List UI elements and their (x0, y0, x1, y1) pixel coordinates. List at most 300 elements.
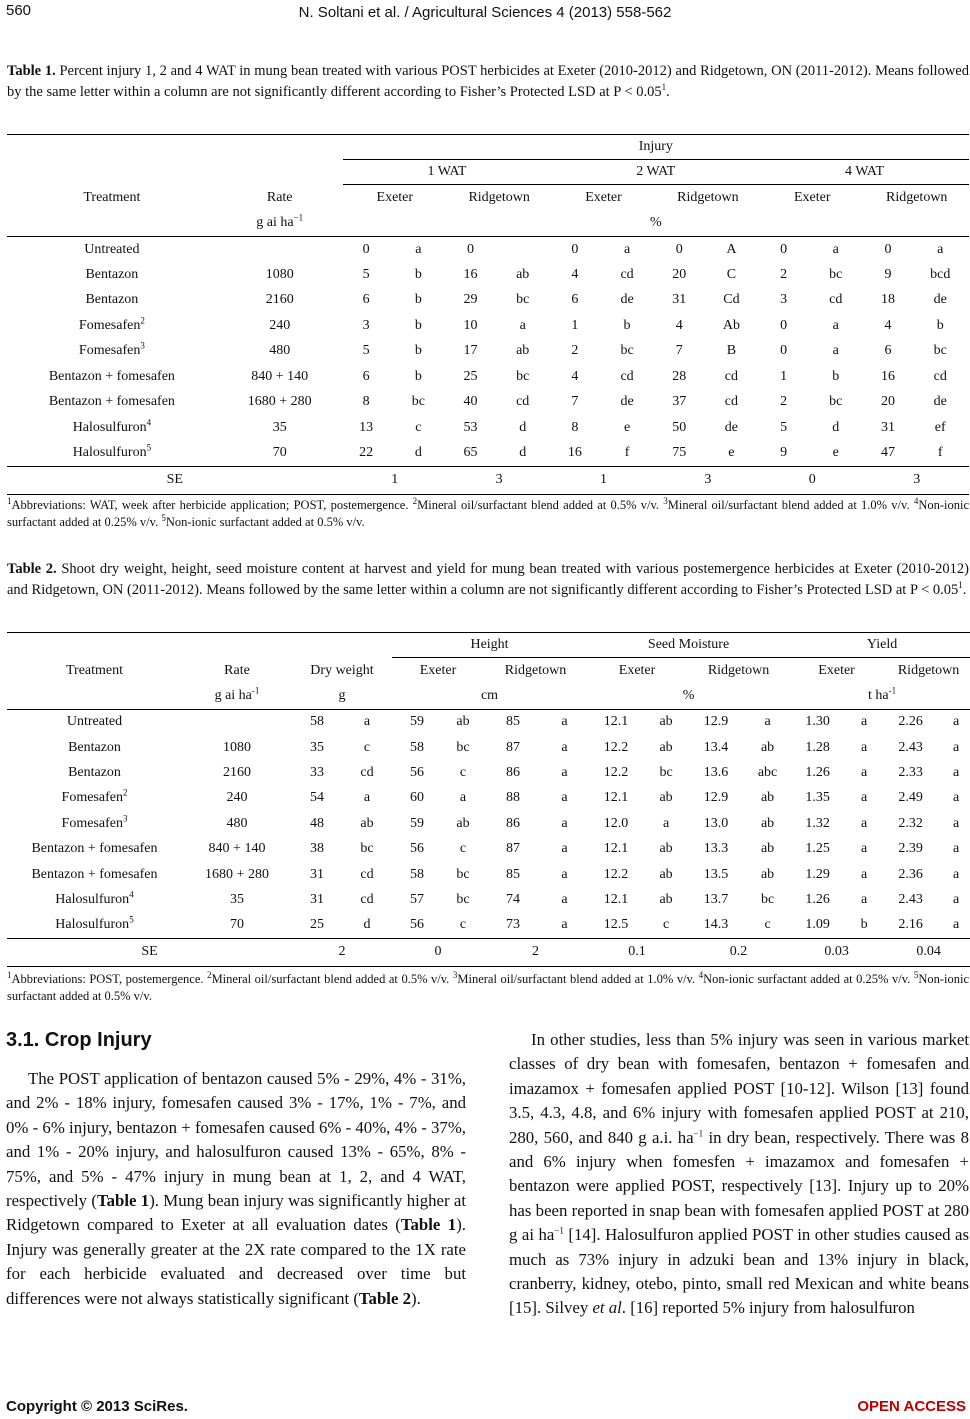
treatment-name: Halosulfuron (55, 917, 130, 933)
letter-cell: a (363, 714, 371, 730)
value-cell: 56 (410, 917, 424, 933)
value-cell: 57 (410, 891, 424, 907)
table1-site-header: Exeter (793, 189, 831, 205)
value-cell: 1.26 (805, 891, 830, 907)
letter-cell: a (459, 790, 467, 806)
table2-units-yield: t $ha^{-1}$ (790, 684, 970, 710)
table2-units-rate: g ai $ha^{-1}$ (182, 684, 292, 710)
table1-caption-label: Table 1. (7, 63, 56, 79)
table-row (7, 313, 969, 339)
letter-cell: Cd (723, 292, 740, 308)
value-cell: 0 (780, 241, 788, 257)
letter-cell: cd (620, 368, 634, 384)
value-cell: 12.1 (603, 891, 629, 907)
value-cell: 13.4 (703, 739, 729, 755)
table1-body (7, 237, 969, 467)
value-cell: 6 (571, 292, 579, 308)
table2-site-header: Exeter (618, 662, 656, 678)
table1-se-value: 0 (760, 466, 864, 494)
value-cell: 13.3 (703, 841, 729, 857)
rate-cell: 1680 + 280 (205, 866, 269, 882)
value-cell: 2.43 (898, 739, 923, 755)
table1-site-header: Ridgetown (677, 189, 739, 205)
letter-cell: ab (360, 815, 374, 831)
treatment-footnote-mark: 4 (129, 889, 134, 900)
letter-cell: cd (620, 266, 634, 282)
footnote-mark: 3 (663, 495, 668, 506)
table-reference: Table 2 (358, 1288, 411, 1308)
rate-cell: 240 (269, 317, 291, 333)
table1-time-header: 1 WAT (343, 160, 552, 185)
letter-cell: a (952, 790, 960, 806)
value-cell: 1.26 (805, 764, 830, 780)
table2-body (7, 710, 970, 939)
value-cell: 2.32 (898, 815, 923, 831)
letter-cell: bc (620, 343, 634, 359)
table-row (7, 760, 970, 785)
letter-cell: a (952, 866, 960, 882)
rate-cell: 480 (269, 343, 291, 359)
value-cell: 0 (675, 241, 683, 257)
value-cell: 5 (362, 343, 370, 359)
treatment-cell (7, 811, 182, 836)
value-cell: 29 (463, 292, 478, 308)
table-reference: Table 1 (96, 1191, 150, 1211)
letter-cell: a (860, 790, 868, 806)
table2-se-value: 0.04 (883, 938, 970, 966)
letter-cell: ab (659, 790, 673, 806)
table2-footnote (7, 971, 969, 1004)
value-cell: 12.2 (603, 764, 629, 780)
value-cell: 12.9 (703, 714, 729, 730)
treatment-cell (7, 288, 217, 314)
value-cell: 1 (780, 368, 788, 384)
letter-cell: a (952, 764, 960, 780)
value-cell: 85 (506, 714, 520, 730)
letter-cell: a (561, 891, 568, 907)
value-cell: 13.5 (703, 866, 729, 882)
table2-units-moisture: % (587, 684, 790, 710)
value-cell: 75 (672, 445, 687, 460)
table1-se-value: 1 (343, 466, 447, 494)
table2-se-value: 0.03 (790, 938, 883, 966)
table2-se-value: 0.1 (587, 938, 687, 966)
letter-cell: abc (757, 764, 778, 780)
letter-cell: cd (360, 764, 374, 780)
treatment-footnote-mark: 5 (129, 914, 134, 925)
table1-caption (7, 61, 969, 102)
table1-site-header: Exeter (585, 189, 622, 205)
letter-cell: a (561, 790, 568, 806)
right-column-paragraph (509, 1028, 969, 1321)
body-text: ). (410, 1288, 421, 1308)
value-cell: 13.6 (703, 764, 729, 780)
table2 (7, 632, 970, 967)
value-cell: 6 (362, 368, 370, 384)
value-cell: 40 (463, 394, 478, 410)
value-cell: 8 (571, 419, 579, 435)
treatment-cell (7, 364, 217, 390)
letter-cell: ab (760, 841, 775, 857)
letter-cell: bc (456, 891, 470, 907)
table1-time-header: 2 WAT (551, 160, 760, 185)
letter-cell: ab (456, 815, 470, 831)
value-cell: 12.9 (703, 790, 729, 806)
treatment-name: Halosulfuron (55, 891, 130, 907)
table1-se-label: SE (7, 466, 343, 494)
value-cell: 9 (780, 445, 788, 460)
value-cell: 1 (571, 317, 579, 333)
letter-cell: a (860, 891, 868, 907)
letter-cell: d (519, 419, 527, 435)
table-row (7, 913, 970, 938)
letter-cell: A (726, 241, 737, 257)
footnote-text: Abbreviations: POST, postemergence. (11, 972, 208, 986)
letter-cell: a (363, 790, 371, 806)
footnote-mark: 5 (913, 969, 919, 980)
value-cell: 13.0 (703, 815, 729, 831)
treatment-cell (7, 441, 217, 467)
table1-col-rate: Rate (266, 189, 293, 205)
table1-site-header: Ridgetown (468, 189, 530, 205)
treatment-cell (7, 415, 217, 441)
copyright: Copyright © 2013 SciRes. (6, 1398, 188, 1415)
value-cell: 1.29 (805, 866, 830, 882)
letter-cell: de (620, 292, 634, 308)
table2-group-header: Height (392, 633, 587, 658)
body-text: ). Injury was generally greater at the 2X rate compared to the 1X rate for each herbicide evaluated and decreased over time but differences were not always statistically significant ( (6, 1215, 466, 1308)
body-text: [14]. Halosulfuron applied POST in other studies caused as much as 73% injury in adzuki bean and 13% injury in black, cranberry, kidney, otebo, pinto, small red Mexican and white beans [15]. Silvey (509, 1225, 970, 1318)
letter-cell: ab (659, 739, 673, 755)
value-cell: 37 (672, 394, 687, 410)
table1-se-value: 3 (656, 466, 760, 494)
table-row (7, 862, 970, 887)
letter-cell: cd (829, 292, 843, 308)
table2-group-header: Seed Moisture (587, 633, 790, 658)
value-cell: 65 (463, 445, 478, 460)
table1-units-value: % (343, 211, 969, 237)
value-cell: 3 (362, 317, 370, 333)
footnote-mark: 4 (913, 495, 919, 506)
treatment-name: Untreated (66, 714, 123, 730)
value-cell: 13 (359, 419, 374, 435)
value-cell: 2.36 (898, 866, 923, 882)
treatment-name: Fomesafen (78, 343, 141, 359)
footnote-text: Non-ionic surfactant added at 0.5% v/v. (7, 972, 970, 1003)
table2-se-value: 2 (484, 938, 587, 966)
letter-cell: b (414, 343, 422, 359)
value-cell: 31 (310, 866, 324, 882)
letter-cell: c (764, 917, 771, 933)
letter-cell: b (623, 317, 631, 333)
value-cell: 0 (571, 241, 579, 257)
table2-se-value: 0.2 (687, 938, 790, 966)
treatment-footnote-mark: 3 (122, 813, 128, 824)
letter-cell: cd (724, 368, 739, 384)
footnote-mark: 3 (452, 969, 458, 980)
rate-cell: 1080 (223, 739, 251, 755)
footnote-text: Mineral oil/surfactant blend added at 0.5% v/v. (211, 972, 453, 986)
value-cell: 1.28 (805, 739, 830, 755)
letter-cell: bc (516, 292, 530, 308)
rate-cell: 70 (272, 445, 287, 460)
body-superscript: −1 (693, 1128, 704, 1139)
value-cell: 12.0 (603, 815, 629, 831)
letter-cell: a (860, 866, 868, 882)
page-number: 560 (6, 2, 32, 19)
table2-col-treatment: Treatment (65, 662, 124, 678)
footnote-text: Mineral oil/surfactant blend added at 0.5% v/v. (417, 498, 664, 512)
letter-cell: ab (516, 266, 530, 282)
footnote-text: Non-ionic surfactant added at 0.25% v/v. (7, 498, 970, 529)
letter-cell: b (936, 317, 944, 333)
footnote-mark: 1 (7, 969, 12, 980)
treatment-name: Bentazon + fomesafen (31, 866, 158, 882)
value-cell: 2.39 (898, 841, 923, 857)
table2-site-header: Exeter (818, 662, 855, 678)
value-cell: 1.09 (805, 917, 830, 933)
letter-cell: cd (360, 866, 374, 882)
value-cell: 2.16 (898, 917, 923, 933)
value-cell: 7 (675, 343, 683, 359)
table-row (7, 415, 969, 441)
letter-cell: c (415, 419, 422, 435)
letter-cell: b (414, 292, 422, 308)
value-cell: 56 (410, 764, 424, 780)
letter-cell: a (952, 841, 960, 857)
letter-cell: a (764, 714, 771, 730)
value-cell: 18 (880, 292, 895, 308)
rate-cell: 35 (230, 891, 244, 907)
treatment-name: Bentazon (68, 764, 121, 780)
footnote-text: Mineral oil/surfactant blend added at 1.0% v/v. (457, 972, 699, 986)
value-cell: 12.1 (603, 841, 629, 857)
treatment-cell (7, 390, 217, 416)
value-cell: 1.32 (805, 815, 830, 831)
letter-cell: a (415, 241, 422, 257)
treatment-cell (7, 237, 217, 263)
table2-caption-text: Shoot dry weight, height, seed moisture content at harvest and yield for mung bean treated with various postemergence herbicides at Exeter (2010-2012) and Ridgetown, ON (2011-2012). Means followed by the same letter within a column are not significantly different according to Fisher’s Protected LSD at P < 0.05 (7, 561, 969, 598)
value-cell: 1.30 (805, 714, 830, 730)
letter-cell: f (937, 445, 943, 460)
letter-cell: a (952, 739, 960, 755)
rate-cell: 240 (226, 790, 248, 806)
value-cell: 16 (567, 445, 582, 460)
treatment-cell (7, 760, 182, 785)
rate-cell: 35 (272, 419, 287, 435)
value-cell: 47 (880, 445, 895, 460)
table-row (7, 887, 970, 912)
body-text: ). Mung bean injury was significantly higher at Ridgetown compared to Exeter at all evaluation dates ( (6, 1191, 467, 1235)
letter-cell: c (363, 739, 371, 755)
footnote-text: Non-ionic surfactant added at 0.25% v/v. (703, 972, 914, 986)
left-column-paragraph (6, 1067, 466, 1311)
letter-cell: a (832, 343, 839, 359)
letter-cell: bc (360, 841, 374, 857)
table2-se-value: 2 (292, 938, 392, 966)
body-text: In other studies, less than 5% injury was seen in various market classes of dry bean with fomesafen, bentazon + fomesafen and imazamox + fomesafen applied POST [10-12]. Wilson [13] found 3.5, 4.3, 4.8, and 6% injury with fomesafen applied POST at 210, 280, 560, and 840 g a.i. ha (509, 1030, 969, 1147)
value-cell: 38 (310, 841, 324, 857)
value-cell: 3 (780, 292, 788, 308)
letter-cell: a (561, 841, 568, 857)
treatment-footnote-mark: 5 (146, 442, 152, 453)
letter-cell: ab (760, 866, 775, 882)
table2-group-header: Yield (790, 633, 970, 658)
rate-cell: 70 (230, 917, 244, 933)
letter-cell: cd (724, 394, 739, 410)
value-cell: 17 (463, 343, 478, 359)
letter-cell: ab (760, 815, 775, 831)
letter-cell: c (459, 841, 467, 857)
value-cell: 85 (506, 866, 520, 882)
letter-cell: ab (659, 841, 673, 857)
table-row (7, 786, 970, 811)
letter-cell: de (933, 292, 947, 308)
body-text-italic: et al (592, 1298, 622, 1318)
footnote-text: Non-ionic surfactant added at 0.5% v/v. (165, 514, 365, 529)
table1-caption-text: Percent injury 1, 2 and 4 WAT in mung bean treated with various POST herbicides at Exeter (2010-2012) and Ridgetown, ON (2011-2012). Means followed by the same letter within a column are not significantly different according to Fisher’s Protected LSD at P < 0.05 (7, 63, 969, 100)
letter-cell: cd (933, 368, 947, 384)
table1-se-value: 3 (447, 466, 551, 494)
letter-cell: e (623, 419, 631, 435)
rate-cell: 480 (226, 815, 248, 831)
letter-cell: a (561, 764, 568, 780)
table2-caption-label: Table 2. (7, 561, 57, 577)
letter-cell: d (414, 445, 422, 460)
letter-cell: a (561, 739, 568, 755)
value-cell: 31 (880, 419, 895, 435)
letter-cell: c (459, 764, 467, 780)
letter-cell: bcd (930, 266, 951, 282)
table1-se-value: 3 (864, 466, 969, 494)
value-cell: 2.49 (898, 790, 923, 806)
table2-site-header: Ridgetown (504, 662, 567, 678)
table2-col-dry-weight: Dry weight (310, 662, 374, 678)
table1-footnote (7, 497, 969, 530)
value-cell: 14.3 (703, 917, 729, 933)
treatment-cell (7, 710, 182, 735)
letter-cell: d (363, 917, 371, 933)
letter-cell: a (937, 241, 944, 257)
letter-cell: c (662, 917, 670, 933)
value-cell: 0 (362, 241, 370, 257)
value-cell: 12.5 (603, 917, 629, 933)
letter-cell: d (832, 419, 840, 435)
value-cell: 31 (310, 891, 324, 907)
treatment-footnote-mark: 3 (140, 340, 145, 351)
rate-cell: 2160 (223, 764, 251, 780)
table1-group-header: Injury (343, 135, 969, 160)
value-cell: 22 (359, 445, 374, 460)
value-cell: 0 (780, 343, 788, 359)
footnote-mark: 5 (161, 512, 166, 523)
letter-cell: a (860, 714, 868, 730)
treatment-name: Bentazon + fomesafen (48, 368, 175, 384)
value-cell: 16 (880, 368, 895, 384)
letter-cell: b (414, 266, 422, 282)
value-cell: 4 (675, 317, 683, 333)
letter-cell: bc (659, 764, 673, 780)
value-cell: 20 (672, 266, 687, 282)
value-cell: 59 (410, 815, 424, 831)
letter-cell: B (726, 343, 737, 359)
value-cell: 5 (362, 266, 370, 282)
table-row (7, 339, 969, 365)
letter-cell: a (662, 815, 670, 831)
letter-cell: de (724, 419, 739, 435)
value-cell: 33 (310, 764, 324, 780)
table1-caption-sup: 1 (661, 81, 667, 92)
footnote-mark: 1 (7, 495, 12, 506)
value-cell: 6 (884, 343, 892, 359)
table1-units-rate: g ai $ha^{-1}$ (217, 211, 343, 237)
letter-cell: de (620, 394, 634, 410)
value-cell: 20 (880, 394, 895, 410)
value-cell: 2 (780, 394, 788, 410)
letter-cell: cd (516, 394, 530, 410)
running-head: N. Soltani et al. / Agricultural Sciences 4 (2013) 558-562 (298, 4, 672, 21)
value-cell: 58 (410, 739, 424, 755)
value-cell: 4 (571, 266, 579, 282)
table2-units-dry: g (292, 684, 392, 710)
letter-cell: d (519, 445, 527, 460)
letter-cell: b (832, 368, 840, 384)
value-cell: 86 (506, 764, 520, 780)
table1-col-treatment: Treatment (83, 189, 141, 205)
treatment-name: Bentazon + fomesafen (48, 394, 175, 410)
value-cell: 2 (780, 266, 788, 282)
value-cell: 60 (410, 790, 424, 806)
letter-cell: bc (933, 343, 947, 359)
treatment-footnote-mark: 2 (122, 787, 128, 798)
footnote-text: Mineral oil/surfactant blend added at 1.0% v/v. (667, 498, 914, 512)
treatment-cell (7, 887, 182, 912)
value-cell: 35 (310, 739, 324, 755)
value-cell: 16 (463, 266, 478, 282)
letter-cell: a (561, 815, 568, 831)
letter-cell (494, 237, 551, 263)
letter-cell: ab (760, 739, 775, 755)
letter-cell: ab (659, 891, 673, 907)
value-cell: 6 (362, 292, 370, 308)
treatment-cell (7, 913, 182, 938)
value-cell: 25 (310, 917, 324, 933)
table2-caption-sup: 1 (958, 579, 963, 590)
letter-cell: bc (829, 394, 843, 410)
rate-cell: 1680 + 280 (247, 394, 312, 410)
table-row (7, 710, 970, 735)
treatment-name: Fomesafen (78, 317, 141, 333)
letter-cell: a (561, 866, 568, 882)
table-row (7, 288, 969, 314)
value-cell: 56 (410, 841, 424, 857)
letter-cell: ab (516, 343, 530, 359)
letter-cell: a (832, 317, 839, 333)
letter-cell: b (414, 368, 422, 384)
table2-se-label: SE (7, 938, 292, 966)
value-cell: 12.2 (603, 739, 629, 755)
value-cell: 74 (506, 891, 520, 907)
treatment-name: Bentazon (85, 266, 139, 282)
treatment-name: Halosulfuron (72, 419, 147, 435)
letter-cell: a (860, 841, 868, 857)
letter-cell: bc (411, 394, 425, 410)
table2-site-header: Ridgetown (897, 662, 960, 678)
treatment-name: Untreated (84, 241, 140, 257)
letter-cell: bc (516, 368, 530, 384)
letter-cell: a (952, 891, 960, 907)
value-cell: 13.7 (703, 891, 729, 907)
